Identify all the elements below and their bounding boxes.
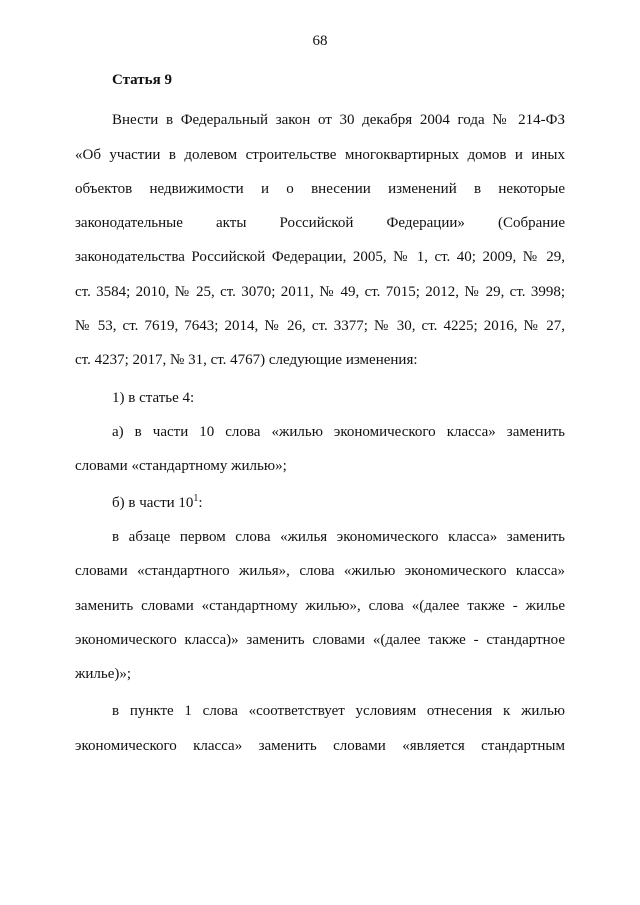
text-line — [112, 494, 565, 512]
text-line: ст. 3584; 2010, № 25, ст. 3070; 2011, № 49, ст. 7015; 2012, № 29, ст. 3998; — [75, 284, 565, 300]
text-line: в пункте 1 слова «соответствует условиям отнесения к жилью — [112, 703, 565, 719]
article-title: Статья 9 — [112, 72, 172, 88]
text-line: 1) в статье 4: — [112, 390, 195, 406]
text-line: жилье)»; — [75, 666, 132, 682]
text-line: словами «стандартного жилья», слова «жилью экономического класса» — [75, 563, 565, 579]
text-line: «Об участии в долевом строительстве многоквартирных домов и иных — [75, 147, 565, 163]
text-fragment: : — [198, 495, 203, 511]
superscript: 1 — [193, 493, 199, 504]
text-fragment: б) в части 10 — [112, 495, 194, 511]
text-line: ст. 4237; 2017, № 31, ст. 4767) следующие изменения: — [75, 352, 418, 368]
text-line: экономического класса» заменить словами «является стандартным — [75, 738, 565, 754]
text-line: Внести в Федеральный закон от 30 декабря 2004 года № 214-ФЗ — [112, 112, 565, 128]
text-line: экономического класса)» заменить словами «(далее также - стандартное — [75, 632, 565, 648]
text-line: заменить словами «стандартному жилью», слова «(далее также - жилье — [75, 598, 565, 614]
text-line: в абзаце первом слова «жилья экономического класса» заменить — [112, 529, 565, 545]
text-line: законодательные акты Российской Федерации» (Собрание — [75, 215, 565, 231]
text-line: № 53, ст. 7619, 7643; 2014, № 26, ст. 3377; № 30, ст. 4225; 2016, № 27, — [75, 318, 565, 334]
page-number: 68 — [312, 33, 328, 49]
text-line: законодательства Российской Федерации, 2005, № 1, ст. 40; 2009, № 29, — [75, 249, 565, 265]
text-line: объектов недвижимости и о внесении изменений в некоторые — [75, 181, 565, 197]
text-line: а) в части 10 слова «жилью экономического класса» заменить — [112, 424, 565, 440]
text-line: словами «стандартному жилью»; — [75, 458, 287, 474]
